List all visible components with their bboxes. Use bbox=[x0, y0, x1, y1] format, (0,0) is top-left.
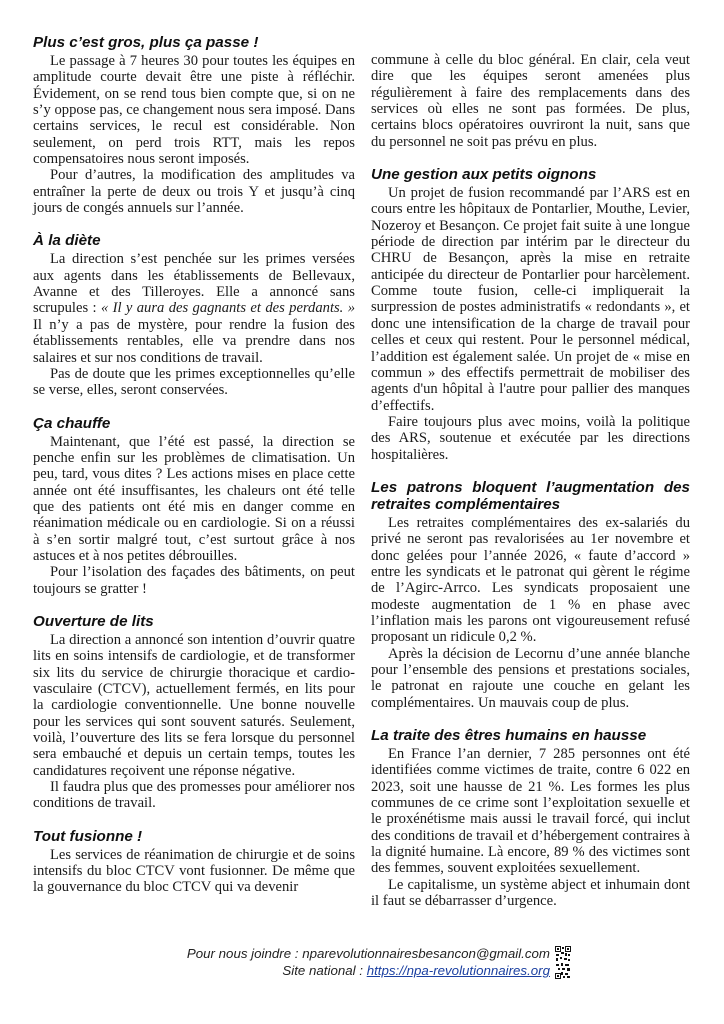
contact-line bbox=[150, 945, 550, 962]
paragraph: Le capitalisme, un système abject et inhumain dont il faut se débarrasser d’urgence. bbox=[371, 876, 690, 910]
paragraph-text: La direction s’est penchée sur les primes versées aux agents dans les établissements de Bellevaux, Avanne et des Tilleroyes. Elle a annoncé sans scrupules : bbox=[33, 251, 355, 317]
paragraph bbox=[33, 251, 355, 365]
section-heading: Ouverture de lits bbox=[33, 612, 154, 630]
paragraph: Il faudra plus que des promesses pour améliorer nos conditions de travail. bbox=[33, 779, 355, 812]
paragraph: Un projet de fusion recommandé par l’ARS est en cours entre les hôpitaux de Pontarlier, Mouthe, Levier, Nozeroy et Besançon. Ce projet fait suite à une longue période de direction par intérim par le directeur du CHRU de Besançon, après la mise en retraite anticipée du directeur de Pontarlier pour harcèlement. Comme toute fusion, celle-ci impliquerait la surpression de postes administratifs « redondants », et donc une intensification de la charge de travail pour celles et ceux qui restent. Pour le personnel médical, l’addition est également salée. Un projet de « mise en commun » des effectifs permettrait de mobiliser des agents d'un hôpital à l'autre pour pallier des manques d’effectifs. bbox=[371, 185, 690, 414]
site-line bbox=[150, 962, 550, 979]
quote: « Il y aura des gagnants et des perdants. » bbox=[100, 300, 356, 317]
paragraph-text: Il n’y a pas de mystère, pour rendre la fusion des établissements rentables, elle va prendre dans nos salaires et sur nos conditions de travail. bbox=[33, 316, 355, 366]
paragraph: Après la décision de Lecornu d’une année blanche pour l’ensemble des pensions et prestations sociales, le patronat en rajoute une couche en gelant les complémentaires. Un mauvais coup de plus. bbox=[371, 645, 690, 711]
paragraph: La direction a annoncé son intention d’ouvrir quatre lits en soins intensifs de cardiologie, et de transformer six lits du service de chirurgie thoracique et cardio-vasculaire (CTCV), actuellement fermés, en lits pour la cardiologie conventionnelle. Une bonne nouvelle pour les services qui sont souvent saturés. Seulement, voilà, l’ouverture des lits se fera lorsque du personnel sera embauché et depuis un certain temps, toutes les candidatures reçoivent une réponse négative. bbox=[33, 631, 355, 779]
left-column bbox=[33, 34, 355, 896]
paragraph: Le passage à 7 heures 30 pour toutes les équipes en amplitude courte devait être une piste à réfléchir. Évidement, on se rend tous bien compte que, si on ne s’y oppose pas, ce changement nous sera imposé. Dans certains services, le recul est considérable. Non seulement, on perd trois RTT, mais les repos compensatoires nous seront imposés. bbox=[33, 53, 355, 168]
paragraph: Pour l’isolation des façades des bâtiments, on peut toujours se gratter ! bbox=[33, 564, 355, 597]
site-label: Site national : bbox=[282, 963, 367, 978]
contact-label: Pour nous joindre : bbox=[186, 946, 303, 961]
paragraph: Pour d’autres, la modification des amplitudes va entraîner la perte de deux ou trois Y et jusqu’à cinq jours de congés annuels sur l’année. bbox=[33, 167, 355, 217]
qr-code-icon bbox=[555, 963, 571, 979]
paragraph: Les services de réanimation de chirurgie et de soins intensifs du bloc CTCV vont fusionner. De même que la gouvernance du bloc CTCV qui va devenir bbox=[33, 846, 355, 896]
section-heading: À la diète bbox=[33, 232, 101, 250]
paragraph: En France l’an dernier, 7 285 personnes ont été identifiées comme victimes de traite, contre 6 022 en 2023, soit une hausse de 21 %. Les formes les plus communes de ce crime sont l’exploitation sexuelle et le proxénétisme mais aussi le travail forcé, qui inclut des conditions de travail et d’hébergement contraires à la dignité humaine. Là encore, 89 % des victimes sont des femmes, souvent exploitées sexuellement. bbox=[371, 746, 690, 877]
section-heading: Ça chauffe bbox=[33, 414, 111, 432]
qr-code-icon bbox=[555, 946, 571, 962]
right-column bbox=[371, 52, 690, 909]
paragraph: Maintenant, que l’été est passé, la direction se penche enfin sur les problèmes de climatisation. Un peu, tard, vous dites ? Les actions mises en place cette année ont été insuffisantes, les chaleurs ont été telle que des patients ont été mis en danger comme en réanimation médicale ou en cardiologie. Si on a réussi à s’en sortir malgré tout, c’est surtout grâce à nos astuces et à nos petites débrouilles. bbox=[33, 433, 355, 564]
paragraph: Pas de doute que les primes exceptionnelles qu’elle se verse, elles, seront conservées. bbox=[33, 365, 355, 399]
contact-email[interactable]: nparevolutionnairesbesancon@gmail.com bbox=[302, 946, 550, 961]
paragraph: Les retraites complémentaires des ex-salariés du privé ne seront pas revalorisées au 1er novembre et donc gelées pour l’année 2026, « faute d’accord » entre les syndicats et le patronat qui gèrent le régime de l’Agirc-Arrco. Les syndicats proposaient une modeste augmentation de 1 % en phase avec l’inflation mais les parons ont vigoureusement refusé proposant un ridicule 0,2 %. bbox=[371, 514, 690, 646]
section-heading: Plus c’est gros, plus ça passe ! bbox=[33, 34, 259, 51]
paragraph-continuation: commune à celle du bloc général. En clair, cela veut dire que les équipes seront amenées plus régulièrement à faire des remplacements dans des services où elles ne sont pas formées. De plus, certains blocs opératoires ouvriront la nuit, sans que du personnel ne soit pas prévu en plus. bbox=[371, 52, 690, 150]
section-heading: Les patrons bloquent l’augmentation des retraites complémentaires bbox=[371, 478, 690, 513]
paragraph: Faire toujours plus avec moins, voilà la politique des ARS, soutenue et exécutée par les directions hospitalières. bbox=[371, 413, 690, 463]
footer bbox=[150, 945, 550, 979]
section-heading: Une gestion aux petits oignons bbox=[371, 166, 597, 184]
section-heading: Tout fusionne ! bbox=[33, 827, 143, 845]
site-link[interactable]: https://npa-revolutionnaires.org bbox=[366, 963, 550, 978]
section-heading: La traite des êtres humains en hausse bbox=[371, 727, 647, 745]
